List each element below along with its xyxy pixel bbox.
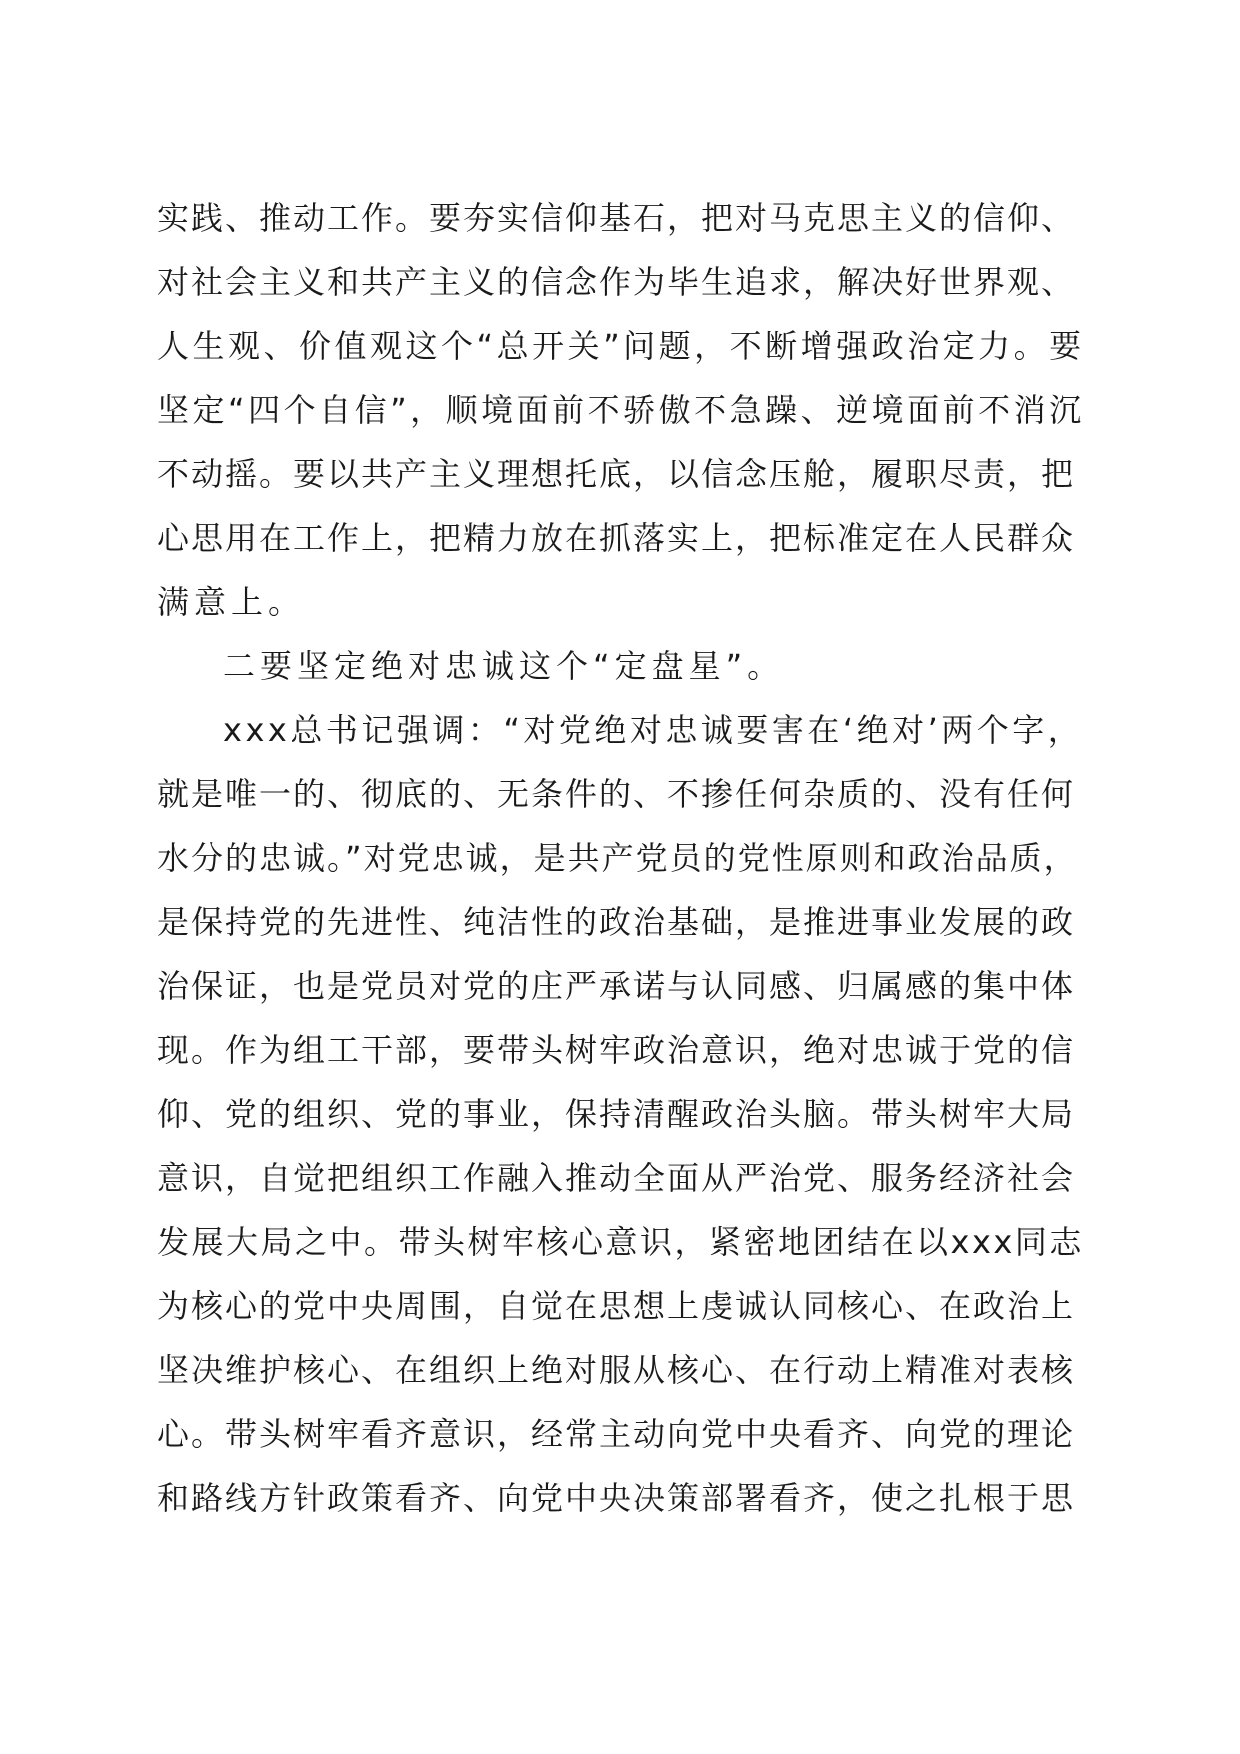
paragraph-2-line-6: 现。作为组工干部，要带头树牢政治意识，绝对忠诚于党的信 xyxy=(157,1031,1076,1069)
paragraph-2-line-9: 发展大局之中。带头树牢核心意识，紧密地团结在以xxx同志 xyxy=(157,1223,1084,1261)
paragraph-2-line-11: 坚决维护核心、在组织上绝对服从核心、在行动上精准对表核 xyxy=(157,1351,1076,1389)
paragraph-2-line-8: 意识，自觉把组织工作融入推动全面从严治党、服务经济社会 xyxy=(157,1159,1076,1197)
paragraph-2-line-4: 是保持党的先进性、纯洁性的政治基础，是推进事业发展的政 xyxy=(157,903,1076,941)
paragraph-2-line-2: 就是唯一的、彻底的、无条件的、不掺任何杂质的、没有任何 xyxy=(157,775,1076,813)
paragraph-2-line-12: 心。带头树牢看齐意识，经常主动向党中央看齐、向党的理论 xyxy=(157,1415,1076,1453)
section-heading: 二要坚定绝对忠诚这个“定盘星”。 xyxy=(223,647,785,685)
document-body xyxy=(157,186,1087,1530)
paragraph-2-line-5: 治保证，也是党员对党的庄严承诺与认同感、归属感的集中体 xyxy=(157,967,1076,1005)
paragraph-2-line-1: xxx总书记强调：“对党绝对忠诚要害在‘绝对’两个字， xyxy=(223,711,1084,749)
paragraph-1-line-6: 心思用在工作上，把精力放在抓落实上，把标准定在人民群众 xyxy=(157,519,1076,557)
paragraph-2-line-3: 水分的忠诚。”对党忠诚，是共产党员的党性原则和政治品质， xyxy=(157,839,1078,877)
paragraph-1-line-3: 人生观、价值观这个“总开关”问题，不断增强政治定力。要 xyxy=(157,327,1085,365)
paragraph-1-line-1: 实践、推动工作。要夯实信仰基石，把对马克思主义的信仰、 xyxy=(157,199,1076,237)
paragraph-2-line-13: 和路线方针政策看齐、向党中央决策部署看齐，使之扎根于思 xyxy=(157,1479,1076,1517)
paragraph-1-line-4: 坚定“四个自信”，顺境面前不骄傲不急躁、逆境面前不消沉 xyxy=(157,391,1085,429)
paragraph-1-line-2: 对社会主义和共产主义的信念作为毕生追求，解决好世界观、 xyxy=(157,263,1076,301)
paragraph-1-line-5: 不动摇。要以共产主义理想托底，以信念压舱，履职尽责，把 xyxy=(157,455,1076,493)
paragraph-2-line-7: 仰、党的组织、党的事业，保持清醒政治头脑。带头树牢大局 xyxy=(157,1095,1076,1133)
paragraph-2-line-10: 为核心的党中央周围，自觉在思想上虔诚认同核心、在政治上 xyxy=(157,1287,1076,1325)
paragraph-1-line-7: 满意上。 xyxy=(157,583,306,621)
